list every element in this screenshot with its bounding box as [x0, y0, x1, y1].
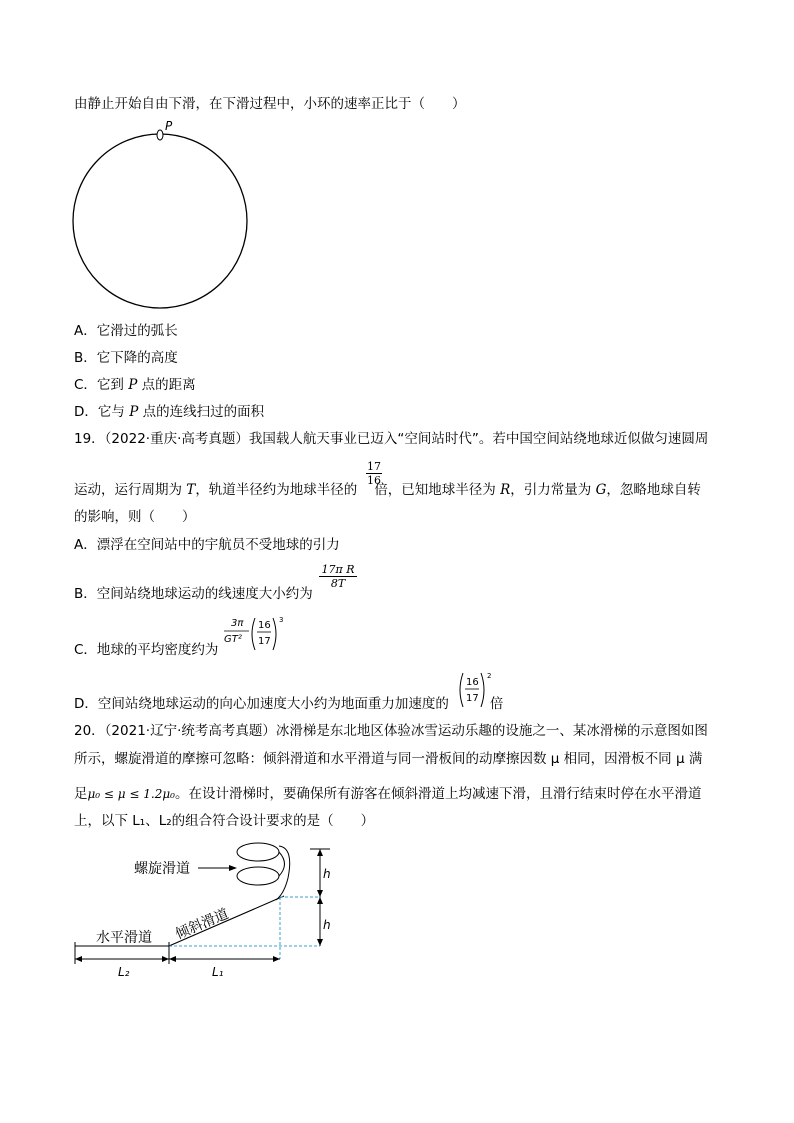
q18-option-b: B．它下降的高度	[74, 350, 178, 366]
l1-label: L₁	[212, 965, 224, 979]
circle-diagram	[70, 118, 252, 314]
svg-text:16: 16	[466, 677, 479, 688]
q18-stem-tail: 由静止开始自由下滑，在下滑过程中，小环的速率正比于（ ）	[74, 96, 466, 112]
svg-text:16: 16	[258, 620, 271, 631]
incline-track-label: 倾斜滑道	[173, 906, 232, 943]
q19-option-c: C．地球的平均密度约为	[74, 642, 219, 658]
spiral-connector	[279, 852, 285, 876]
q19-option-d-formula	[456, 670, 496, 710]
q19-option-a: A．漂浮在空间站中的宇航员不受地球的引力	[74, 537, 340, 553]
svg-text:2: 2	[487, 672, 492, 680]
q20-stem-line3: 足μ₀ ≤ μ ≤ 1.2μ₀。在设计滑梯时，要确保所有游客在倾斜滑道上均减速下滑，且滑行结束时停在水平滑道	[74, 786, 702, 802]
horizontal-track-label: 水平滑道	[96, 930, 152, 946]
q18-option-c: C．它到 P 点的距离	[74, 377, 196, 393]
svg-text:17: 17	[466, 693, 479, 704]
point-p-label: P	[165, 119, 173, 133]
q20-stem-line2: 所示，螺旋滑道的摩擦可忽略：倾斜滑道和水平滑道与同一滑板间的动摩擦因数 μ 相同，因滑板不同 μ 满	[74, 751, 703, 767]
h-lower-label: h	[323, 918, 331, 932]
spiral-track-label: 螺旋滑道	[134, 861, 190, 877]
q19-stem-line1: 19．（2022·重庆·高考真题）我国载人航天事业已迈入“空间站时代”。若中国空间站绕地球近似做匀速圆周	[74, 431, 709, 447]
q19-option-d: D．空间站绕地球运动的向心加速度大小约为地面重力加速度的 倍	[74, 696, 504, 712]
q20-stem-line4: 上，以下 L₁、L₂的组合符合设计要求的是（ ）	[74, 813, 375, 829]
q19-stem-line3: 的影响，则（ ）	[74, 509, 196, 525]
q19-option-c-formula	[222, 614, 288, 654]
svg-text:3π: 3π	[231, 618, 244, 629]
spiral-loop-bottom	[237, 867, 279, 885]
q19-ratio-fraction: 17 16	[367, 460, 381, 487]
svg-text:3: 3	[279, 616, 284, 624]
q19-option-b-formula: 17π R 8T	[319, 563, 357, 590]
q20-stem-line1: 20．（2021·辽宁·统考高考真题）冰滑梯是东北地区体验冰雪运动乐趣的设施之一、某冰滑梯的示意图如图	[74, 723, 708, 739]
circle-track	[73, 134, 247, 308]
h-upper-label: h	[323, 867, 331, 881]
q19-option-b: B．空间站绕地球运动的线速度大小约为	[74, 586, 313, 602]
ice-slide-diagram	[70, 838, 350, 983]
q18-option-d: D．它与 P 点的连线扫过的面积	[74, 404, 265, 420]
q18-option-a: A．它滑过的弧长	[74, 323, 178, 339]
q19-stem-line2: 运动，运行周期为 T，轨道半径约为地球半径的 倍，已知地球半径为 R，引力常量为 G，忽略地球自转	[74, 482, 701, 498]
svg-text:GT²: GT²	[224, 634, 242, 645]
small-ring	[157, 130, 163, 140]
spiral-loop-top	[237, 843, 279, 861]
svg-text:17: 17	[258, 636, 271, 647]
l2-label: L₂	[118, 965, 130, 979]
